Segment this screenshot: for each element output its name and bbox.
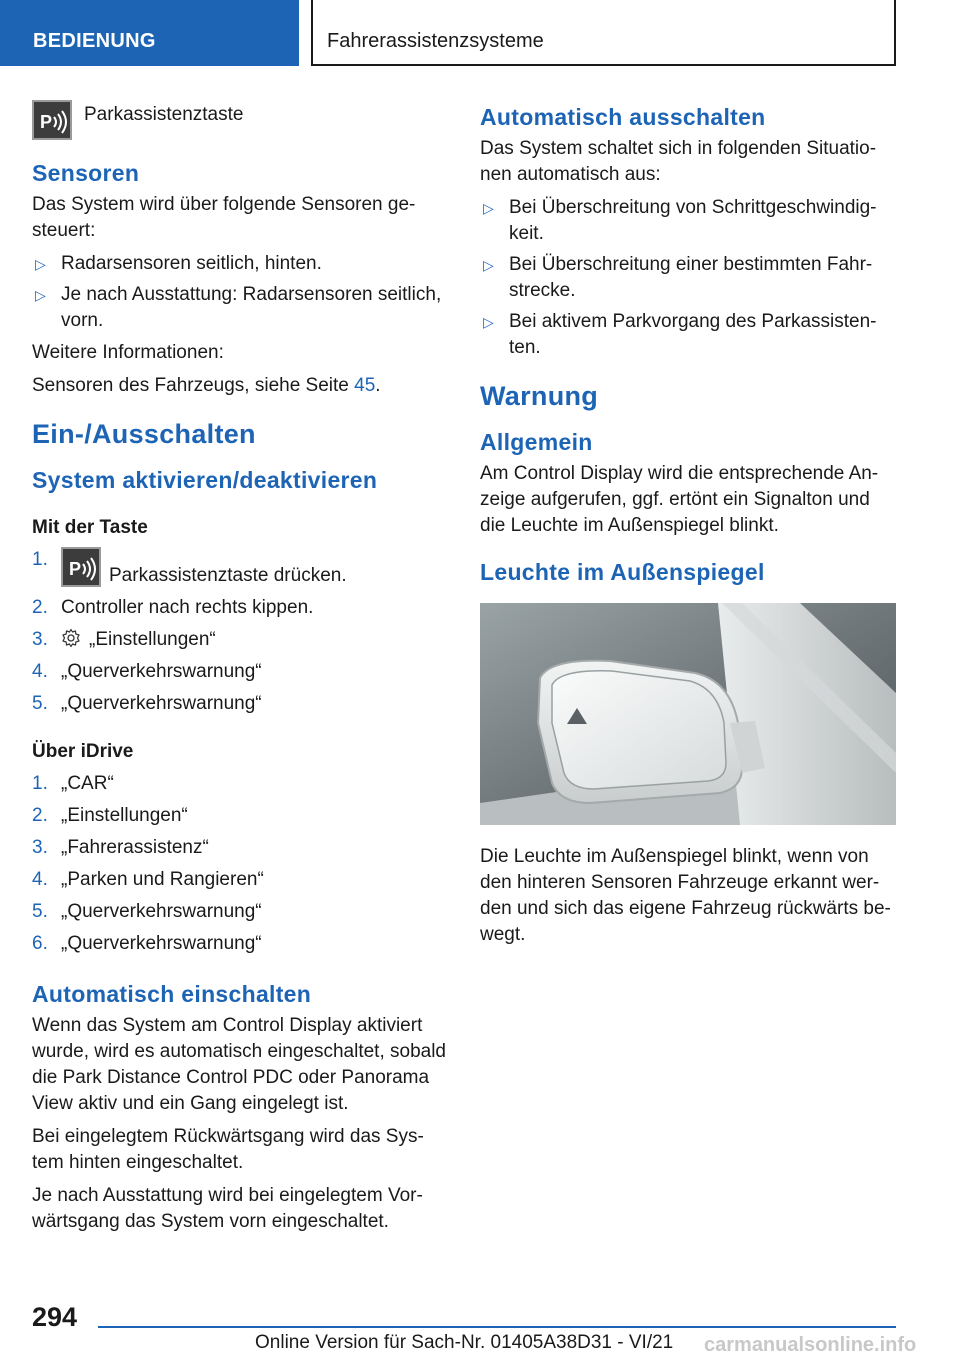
heading-leuchte: Leuchte im Außenspiegel <box>480 559 765 585</box>
svg-text:P: P <box>69 559 82 579</box>
list-item: 2. Controller nach rechts kippen. <box>32 597 314 618</box>
parking-assist-button-icon <box>32 100 72 140</box>
auto-ein-p3: Je nach Ausstattung wird bei eingelegtem Vor-wärtsgang das System vorn eingeschaltet. <box>32 1185 423 1232</box>
more-info: Weitere Informationen: <box>32 342 224 363</box>
list-item: 5. „Querverkehrswarnung“ <box>32 693 262 714</box>
watermark: carmanualsonline.info <box>704 1334 917 1356</box>
triangle-bullet-icon: ▷ <box>35 256 46 272</box>
heading-sensoren: Sensoren <box>32 160 140 186</box>
list-item: 1. P Parkassistenztaste drücken. <box>32 549 347 586</box>
list-item: ▷ Bei Überschreitung einer bestimmten Fahr-strecke. <box>483 254 873 301</box>
footer-version: Online Version für Sach-Nr. 01405A38D31 - VI/21 <box>255 1332 674 1353</box>
list-item: ▷ Bei aktivem Parkvorgang des Parkassisten-ten. <box>483 311 877 358</box>
list-item: 4. „Parken und Rangieren“ <box>32 869 264 890</box>
list-item: ▷ Je nach Ausstattung: Radarsensoren seitlich, vorn. <box>35 284 442 331</box>
list-item: 3. „Einstellungen“ <box>32 629 216 650</box>
list-item: 4. „Querverkehrswarnung“ <box>32 661 262 682</box>
heading-allgemein: Allgemein <box>480 429 593 455</box>
sensoren-list <box>32 251 452 334</box>
see-page-reference: Sensoren des Fahrzeugs, siehe Seite 45. <box>32 375 381 396</box>
section-tab: BEDIENUNG <box>0 0 299 66</box>
list-item: 3. „Fahrerassistenz“ <box>32 837 209 858</box>
button-caption: Parkassistenztaste <box>84 104 244 125</box>
sensoren-intro: Das System wird über folgende Sensoren ge-steuert: <box>32 194 416 241</box>
mirror-illustration <box>480 603 896 825</box>
heading-mit-taste: Mit der Taste <box>32 517 148 538</box>
heading-auto-aus: Automatisch ausschalten <box>480 104 766 130</box>
footer-divider <box>98 1326 896 1328</box>
right-column <box>480 100 896 955</box>
gear-icon <box>61 628 81 648</box>
parking-button-row <box>32 100 452 140</box>
page-header <box>0 0 960 66</box>
svg-text:P: P <box>40 112 53 132</box>
list-item: ▷ Bei Überschreitung von Schrittgeschwindig-keit. <box>483 197 877 244</box>
allgemein-text: Am Control Display wird die entsprechende An-zeige aufgerufen, ggf. ertönt ein Signalton und die Leuchte im Außenspiegel blinkt. <box>480 463 879 536</box>
heading-system-aktivieren: System aktivieren/deaktivieren <box>32 467 378 493</box>
heading-warnung: Warnung <box>480 381 599 411</box>
auto-ein-p2: Bei eingelegtem Rückwärtsgang wird das Sys-tem hinten eingeschaltet. <box>32 1126 424 1173</box>
topic-tab: Fahrerassistenzsysteme <box>311 0 896 66</box>
list-item: ▷ Radarsensoren seitlich, hinten. <box>32 251 452 277</box>
leuchte-text: Die Leuchte im Außenspiegel blinkt, wenn von den hinteren Sensoren Fahrzeuge erkannt wer-den und sich das eigene Fahrzeug rückwärts be-wegt. <box>480 846 891 945</box>
left-column <box>32 100 452 1242</box>
auto-aus-intro: Das System schaltet sich in folgenden Situatio-nen automatisch aus: <box>480 138 877 185</box>
idrive-steps <box>32 771 452 957</box>
triangle-bullet-icon: ▷ <box>483 200 494 216</box>
auto-aus-list <box>480 195 896 361</box>
mit-taste-steps <box>32 547 452 717</box>
list-item: 2. „Einstellungen“ <box>32 805 188 826</box>
page-link[interactable]: 45 <box>354 375 376 396</box>
list-item: 5. „Querverkehrswarnung“ <box>32 901 262 922</box>
list-item: 6. „Querverkehrswarnung“ <box>32 933 262 954</box>
page-number: 294 <box>32 1302 78 1332</box>
heading-idrive: Über iDrive <box>32 741 134 762</box>
heading-auto-ein: Automatisch einschalten <box>32 981 312 1007</box>
triangle-bullet-icon: ▷ <box>483 257 494 273</box>
list-item: 1. „CAR“ <box>32 773 114 794</box>
triangle-bullet-icon: ▷ <box>483 314 494 330</box>
parking-assist-button-icon <box>61 547 101 587</box>
heading-ein-aus: Ein-/Ausschalten <box>32 419 256 449</box>
triangle-bullet-icon: ▷ <box>35 287 46 303</box>
auto-ein-p1: Wenn das System am Control Display aktiviert wurde, wird es automatisch eingeschaltet, sobald die Park Distance Control PDC oder Panorama View aktiv und ein Gang eingelegt ist. <box>32 1015 447 1114</box>
